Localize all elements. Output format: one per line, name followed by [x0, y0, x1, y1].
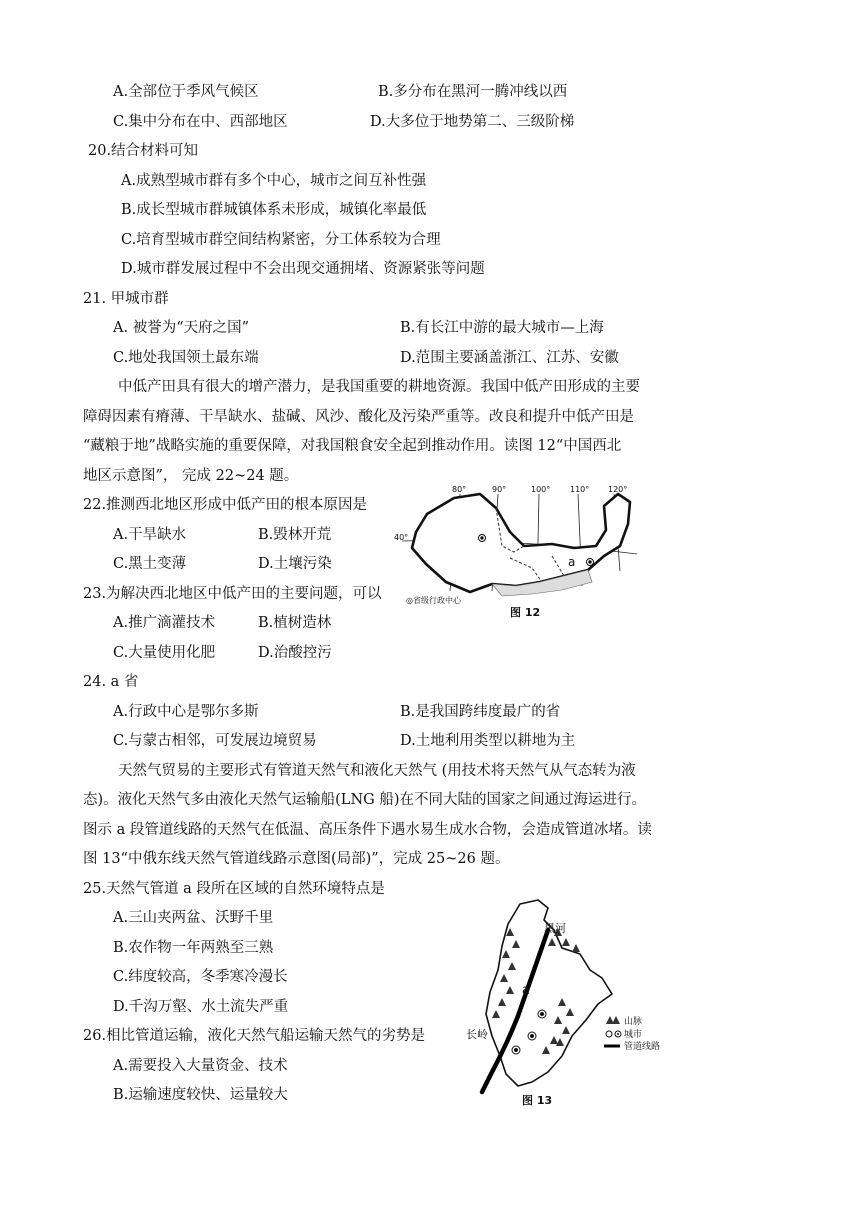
q26-stem: 26.相比管道运输，液化天然气船运输天然气的劣势是 [83, 1028, 426, 1044]
q20-stem: 20.结合材料可知 [88, 143, 199, 159]
fig13-city-changling: 长岭 [466, 1028, 488, 1041]
figure-12-map [392, 486, 652, 626]
fig13-legend-mountain: 山脉 [624, 1017, 643, 1027]
q21-option-d: D.范围主要涵盖浙江、江苏、安徽 [400, 350, 619, 366]
q23-option-d: D.治酸控污 [258, 645, 332, 661]
q22-option-b: B.毁林开荒 [258, 527, 332, 543]
passage2-line: 图示 a 段管道线路的天然气在低温、高压条件下遇水易生成水合物，会造成管道冰堵。读 [83, 822, 652, 838]
q22-option-c: C.黑土变薄 [113, 556, 187, 572]
fig13-label-a: a [522, 983, 530, 998]
q22-option-d: D.土壤污染 [258, 556, 332, 572]
passage1-line: 中低产田具有很大的增产潜力，是我国重要的耕地资源。我国中低产田形成的主要 [118, 379, 640, 395]
fig12-label-a: a [568, 555, 576, 569]
passage2-line: 天然气贸易的主要形式有管道天然气和液化天然气 (用技术将天然气从气态转为液 [118, 763, 636, 779]
q23-option-c: C.大量使用化肥 [113, 645, 216, 661]
fig12-lon-label: 110° [570, 486, 590, 494]
q24-option-a: A.行政中心是鄂尔多斯 [113, 704, 259, 720]
fig12-lon-label: 100° [531, 486, 551, 494]
q25-option-d: D.千沟万壑、水土流失严重 [113, 999, 289, 1015]
figure-13-map [462, 896, 702, 1112]
q20-option-a: A.成熟型城市群有多个中心，城市之间互补性强 [121, 173, 427, 189]
passage1-line: 地区示意图”， 完成 22~24 题。 [83, 468, 299, 484]
fig12-lon-label: 90° [492, 486, 507, 494]
q24-stem: 24. a 省 [83, 674, 139, 690]
q20-option-c: C.培育型城市群空间结构紧密，分工体系较为合理 [121, 232, 441, 248]
fig13-legend-city: 城市 [624, 1030, 643, 1040]
q22-stem: 22.推测西北地区形成中低产田的根本原因是 [83, 497, 368, 513]
fig12-caption: 图 12 [510, 606, 541, 619]
fig13-legend-pipeline: 管道线路 [624, 1042, 661, 1052]
q25-option-a: A.三山夹两盆、沃野千里 [113, 910, 274, 926]
passage1-line: 障碍因素有瘠薄、干旱缺水、盐碱、风沙、酸化及污染严重等。改良和提升中低产田是 [83, 409, 634, 425]
q25-option-c: C.纬度较高，冬季寒冷漫长 [113, 969, 288, 985]
q26-option-a: A.需要投入大量资金、技术 [113, 1058, 288, 1074]
q19-option-a: A.全部位于季风气候区 [113, 84, 259, 100]
q19-option-c: C.集中分布在中、西部地区 [113, 114, 288, 130]
q25-option-b: B.农作物一年两熟至三熟 [113, 940, 274, 956]
q21-stem: 21. 甲城市群 [83, 291, 169, 307]
q25-stem: 25.天然气管道 a 段所在区域的自然环境特点是 [83, 881, 385, 897]
q26-option-b: B.运输速度较快、运量较大 [113, 1087, 288, 1103]
q24-option-d: D.土地利用类型以耕地为主 [400, 733, 576, 749]
q20-option-d: D.城市群发展过程中不会出现交通拥堵、资源紧张等问题 [121, 261, 485, 277]
q20-option-b: B.成长型城市群城镇体系未形成，城镇化率最低 [121, 202, 427, 218]
q23-option-b: B.植树造林 [258, 615, 332, 631]
passage2-line: 图 13“中俄东线天然气管道线路示意图(局部)”，完成 25~26 题。 [83, 851, 510, 867]
fig12-legend: ◎省级行政中心 [406, 596, 461, 605]
fig12-lon-label: 80° [452, 486, 467, 494]
q21-option-b: B.有长江中游的最大城市—上海 [400, 320, 604, 336]
fig13-caption: 图 13 [522, 1094, 553, 1107]
q21-option-a: A. 被誉为“天府之国” [113, 320, 250, 336]
q23-option-a: A.推广滴灌技术 [113, 615, 216, 631]
q19-option-b: B.多分布在黑河一腾冲线以西 [378, 84, 568, 100]
q19-option-d: D.大多位于地势第二、三级阶梯 [370, 114, 575, 130]
fig12-lat-label: 40° [394, 533, 409, 542]
q23-stem: 23.为解决西北地区中低产田的主要问题，可以 [83, 586, 382, 602]
q22-option-a: A.干旱缺水 [113, 527, 187, 543]
passage1-line: “藏粮于地”战略实施的重要保障，对我国粮食安全起到推动作用。读图 12“中国西北 [83, 438, 622, 454]
q21-option-c: C.地处我国领土最东端 [113, 350, 259, 366]
q24-option-b: B.是我国跨纬度最广的省 [400, 704, 561, 720]
q24-option-c: C.与蒙古相邻，可发展边境贸易 [113, 733, 317, 749]
fig13-city-heihe: 黑河 [544, 922, 566, 935]
fig12-lon-label: 120° [608, 486, 628, 494]
passage2-line: 态)。液化天然气多由液化天然气运输船(LNG 船)在不同大陆的国家之间通过海运进行。 [83, 792, 646, 808]
